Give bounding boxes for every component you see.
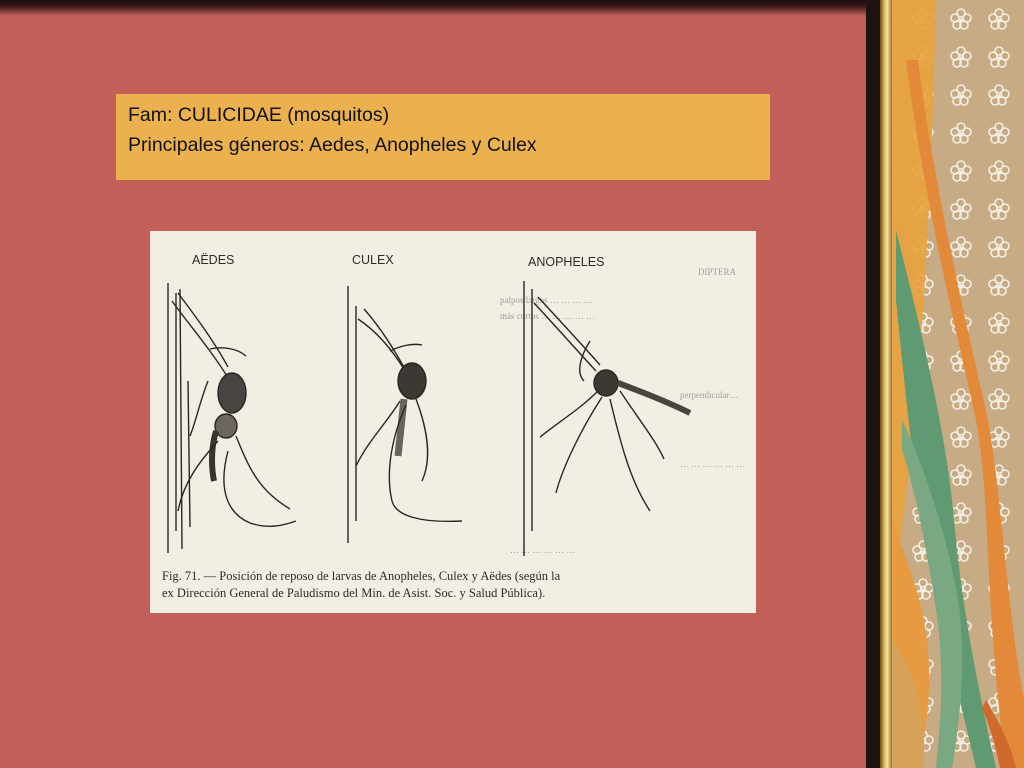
info-textbox <box>116 94 770 180</box>
svg-text:perpendicular…: perpendicular… <box>680 390 739 400</box>
svg-text:… … … … … …: … … … … … … <box>680 459 746 469</box>
svg-text:… … … … … …: … … … … … … <box>510 545 576 555</box>
culex-drawing <box>348 286 462 543</box>
label-aedes: AËDES <box>192 253 235 267</box>
caption-line-1: Fig. 71. — Posición de reposo de larvas de Anopheles, Culex y Aëdes (según la <box>162 569 561 583</box>
decorative-side-panel <box>866 0 1024 768</box>
anopheles-drawing <box>524 281 690 556</box>
label-culex: CULEX <box>352 253 394 267</box>
mosquito-figure <box>150 231 756 613</box>
genera-line: Principales géneros: Aedes, Anopheles y Culex <box>128 134 537 156</box>
aedes-drawing <box>168 283 296 553</box>
background-bleed-text <box>500 267 745 555</box>
caption-line-2: ex Dirección General de Paludismo del Min. de Asist. Soc. y Salud Pública). <box>162 586 546 600</box>
svg-text:palpos largos … … … …: palpos largos … … … … <box>500 295 593 305</box>
top-shadow <box>0 0 880 16</box>
svg-text:más cortos … … … … …: más cortos … … … … … <box>500 311 595 321</box>
family-line: Fam: CULICIDAE (mosquitos) <box>128 104 390 126</box>
svg-text:DIPTERA: DIPTERA <box>698 267 736 277</box>
label-anopheles: ANOPHELES <box>528 255 605 269</box>
